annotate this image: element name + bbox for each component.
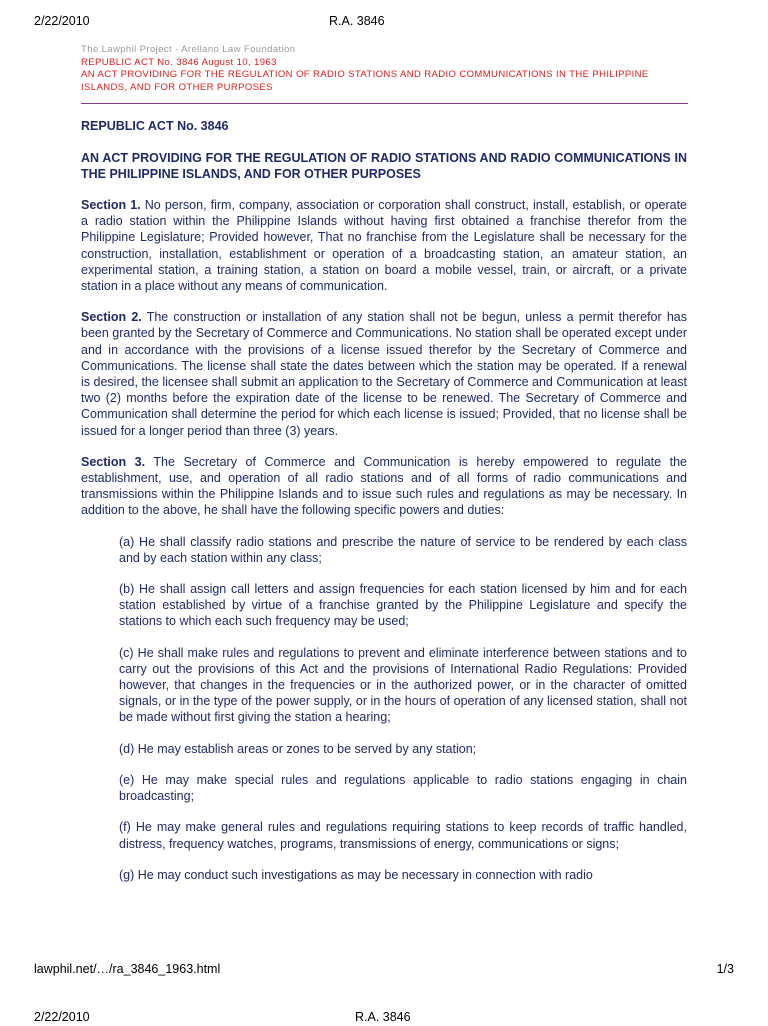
section-label: Section 2. [81,310,142,325]
section-label: Section 1. [81,198,141,212]
print-title: R.A. 3846 [355,1010,411,1024]
page-number: 1/3 [716,962,734,976]
section-3 [81,454,687,519]
list-item: (b) He shall assign call letters and assign frequencies for each station licensed by him and for each station established by virtue of a franchise granted by the Philippine Legislature and specify the stations to which each such frequency may be used; [119,582,687,629]
print-date: 2/22/2010 [34,1010,90,1024]
list-item: (f) He may make general rules and regulations requiring stations to keep records of traffic handled, distress, frequency watches, programs, transmissions of energy, communications or signs; [119,820,687,851]
section-2 [81,309,687,439]
list-item: (d) He may establish areas or zones to be served by any station; [119,741,477,756]
act-title: AN ACT PROVIDING FOR THE REGULATION OF RADIO STATIONS AND RADIO COMMUNICATIONS IN THE PHILIPPINE ISLANDS, AND FOR OTHER PURPOSES [81,151,687,181]
section-text: No person, firm, company, association or corporation shall construct, install, establish, or operate a radio station within the Philippine Islands without having first obtained a franchise therefor from the Philippine Legislature; Provided however, That no franchise from the Legislature shall be necessary for the construction, installation, establishment or operation of a broadcasting station, an amateur station, an experimental station, a training station, a station on board a mobile vessel, train, or aircraft, or a private station in a place without any means of communication. [81,198,687,294]
print-url: lawphil.net/…/ra_3846_1963.html [34,962,221,976]
source-subject: AN ACT PROVIDING FOR THE REGULATION OF RADIO STATIONS AND RADIO COMMUNICATIONS IN THE PHILIPPINE ISLANDS, AND FOR OTHER PURPOSES [81,69,649,93]
list-item: (e) He may make special rules and regulations applicable to radio stations engaging in chain broadcasting; [119,772,687,804]
section-text: The construction or installation of any station shall not be begun, unless a permit therefor has been granted by the Secretary of Commerce and Communications. No station shall be operated except under and in accordance with the provisions of a license issued therefor by the Secretary of Commerce and Communications. The license shall state the dates between which the station may be operated. If a renewal is desired, the licensee shall submit an application to the Secretary of Commerce and Communication at least two (2) months before the expiration date of the license to be renewed. The Secretary of Commerce and Communication shall determine the period for which each license is issued; Provided, that no license shall be issued for a longer period than three (3) years. [81,310,687,438]
source-org-link[interactable]: The Lawphil Project - Arellano Law Foundation [81,44,296,55]
source-ref: REPUBLIC ACT No. 3846 August 10, 1963 [81,56,277,68]
section-1 [81,197,687,294]
document-body [81,44,687,883]
list-item: (c) He shall make rules and regulations to prevent and eliminate interference between stations and to carry out the provisions of this Act and the provisions of International Radio Regulations: Provided however, that changes in the frequencies or in the authorized power, or in the character of omitted signals, or in the type of the power supply, or in the hours of operation of any licensed station, shall not be made without first giving the station a hearing; [119,645,687,725]
section-label: Section 3. [81,454,146,469]
list-item: (a) He shall classify radio stations and prescribe the nature of service to be rendered by each class and by each station within any class; [119,534,687,565]
section-text: The Secretary of Commerce and Communication is hereby empowered to regulate the establishment, use, and operation of all radio stations and of all forms of radio communications and transmissions within the Philippine Islands and to issue such rules and regulations as may be necessary. In addition to the above, he shall have the following specific powers and duties: [81,454,688,518]
list-item: (g) He may conduct such investigations as may be necessary in connection with radio [119,867,593,882]
ra-title: REPUBLIC ACT No. 3846 [81,119,229,133]
print-header [34,14,734,30]
print-date: 2/22/2010 [34,14,90,28]
print-title: R.A. 3846 [329,14,385,28]
print-footer [34,962,734,978]
header-divider [81,103,688,104]
